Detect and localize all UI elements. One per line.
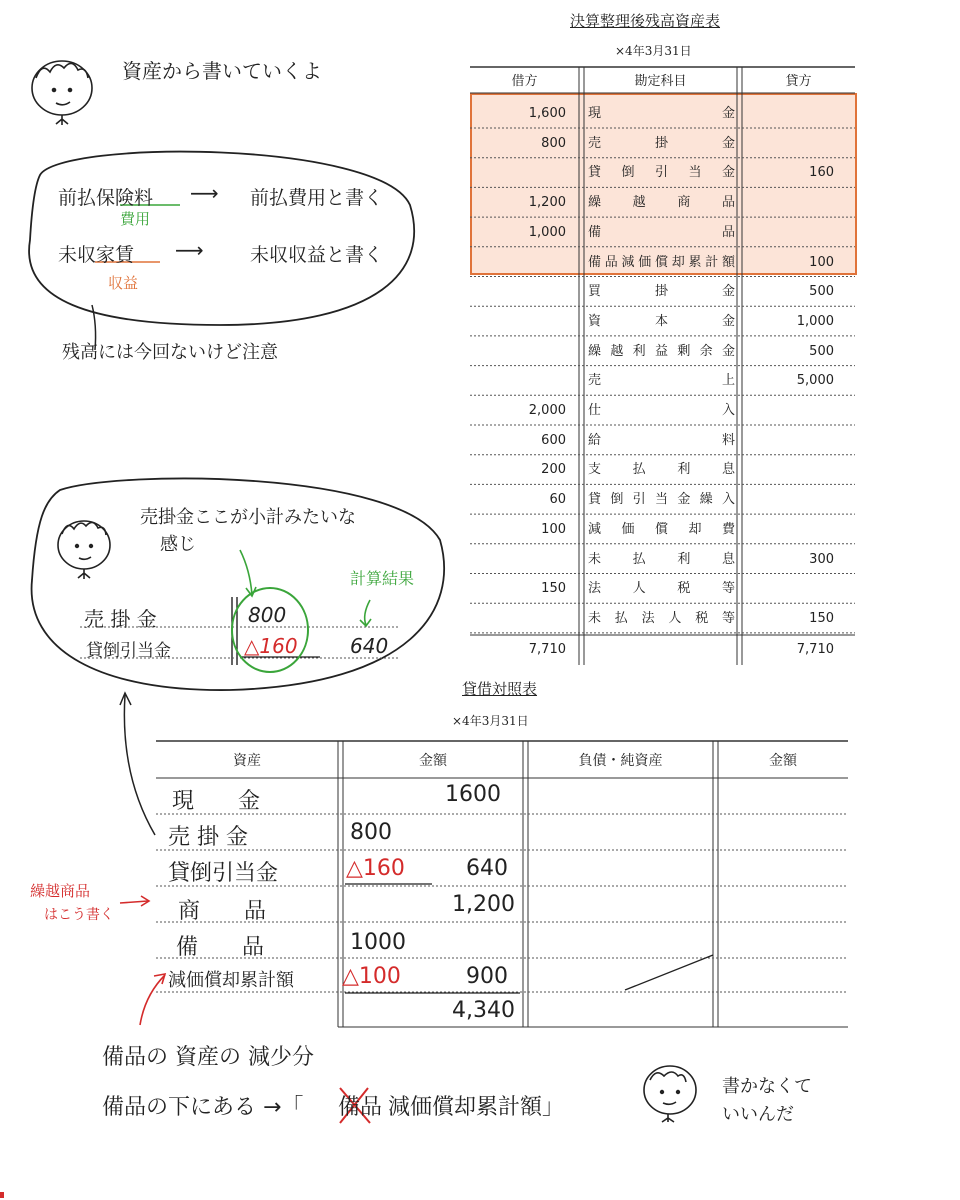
bottom-note-1: 備品の 資産の 減少分 [102,1045,314,1070]
b2-row1-name: 売 掛 金 [84,607,157,631]
row-account: 繰越商品 [588,195,735,211]
bs-row-name: 現 金 [172,789,261,814]
row-credit: 1,000 [796,313,834,329]
header-account: 勘定科目 [634,74,687,89]
row-account: 備 品 [588,224,735,240]
calc-result-label: 計算結果 [350,569,415,588]
row-credit: 500 [809,284,834,300]
bottom-note-2a: 備品の下にある →「 [102,1095,304,1120]
header-debit: 借方 [511,74,538,89]
bubble2-line1: 売掛金ここが小計みたいな [140,507,356,528]
bs-row-sub: 1000 [350,930,406,955]
bubble1-line2-a: 未収家賃 [58,244,135,266]
row-account: 減価償却費 [588,521,735,537]
row-debit: 200 [541,462,566,478]
speech-bubble-1 [29,152,414,325]
row-account: 繰越利益剰余金 [588,343,735,359]
bubble1-line1-a: 前払保険料 [58,187,154,209]
bubble1-line2-sub: 収益 [108,274,139,292]
row-debit: 1,600 [528,106,566,121]
bs-total: 4,340 [452,998,515,1023]
balance-sheet-date: ×4年3月31日 [452,714,529,728]
face-icon [58,521,110,579]
bottom-note-2c: 減価償却累計額」 [388,1095,565,1120]
bubble1-line1-b: 前払費用と書く [250,187,384,209]
bs-row-sub: △100 [342,964,401,989]
bs-row-name: 貸倒引当金 [168,861,279,886]
note-caution: 残高には今回ないけど注意 [62,342,278,363]
red-note-1: 繰越商品 [30,882,91,900]
row-credit: 5,000 [796,373,834,389]
row-debit: 2,000 [528,403,566,418]
row-debit: 1,000 [528,224,566,240]
note-top: 資産から書いていくよ [122,59,322,83]
row-account: 資 本 金 [588,313,735,329]
row-account: 仕 入 [588,403,735,418]
bs-row-amount: 1,200 [452,892,515,917]
row-credit: 500 [809,343,834,359]
bs-row-sub: 800 [350,820,392,845]
row-account: 未払法人税等 [588,610,735,626]
row-debit: 600 [541,432,566,448]
bs-row-name: 売 掛 金 [168,825,248,850]
bs-header-assets: 資産 [233,753,261,769]
row-credit: 160 [809,165,834,181]
face-icon [32,61,92,125]
bs-header-amount-2: 金額 [769,753,797,769]
b2-row2-val: △160 [244,634,298,658]
bubble1-line2-arrow: ⟶ [175,238,204,262]
bs-header-liabilities: 負債・純資産 [578,753,663,769]
bubble1-line1-arrow: ⟶ [190,181,219,205]
row-debit: 60 [549,492,566,508]
green-circle [232,588,308,672]
b2-row2-res: 640 [350,634,389,658]
row-debit: 800 [541,135,566,151]
bottom-side-1: 書かなくて [722,1076,812,1097]
trial-balance-title: 決算整理後残高資産表 [570,12,721,30]
bubble1-line1-sub: 費用 [120,210,151,228]
row-account: 備品減価償却累計額 [588,254,735,270]
total-debit: 7,710 [528,642,566,657]
bs-row-amount: 900 [466,964,508,989]
bs-row-sub: △160 [346,856,405,881]
total-credit: 7,710 [796,642,834,657]
bottom-note-2b: 備品 [338,1095,383,1120]
bubble2-line2: 感じ [160,534,196,555]
bs-header-amount-1: 金額 [419,753,447,769]
b2-row1-val: 800 [248,603,287,627]
row-account: 貸倒引当金 [588,165,735,181]
row-account: 現 金 [588,106,735,121]
bubble1-line2-b: 未収収益と書く [250,244,384,266]
b2-row2-name: 貸倒引当金 [86,641,171,661]
header-credit: 貸方 [785,74,812,89]
row-credit: 100 [809,254,834,270]
balance-sheet-title: 貸借対照表 [462,680,538,698]
row-account: 給 料 [588,432,735,448]
bs-row-name: 減価償却累計額 [168,970,294,991]
row-credit: 150 [809,610,834,626]
row-debit: 150 [541,581,566,597]
bs-row-name: 備 品 [176,935,265,960]
row-debit: 100 [541,521,566,537]
row-credit: 300 [809,551,834,567]
row-account: 未払利息 [588,551,735,567]
row-account: 買 掛 金 [588,284,735,300]
bs-row-amount: 640 [466,856,508,881]
row-debit: 1,200 [528,195,566,211]
bottom-side-2: いいんだ [722,1104,794,1125]
bs-row-name: 商 品 [178,899,267,924]
trial-balance-date: ×4年3月31日 [615,44,692,58]
face-icon [644,1066,696,1122]
row-account: 法人税等 [588,581,735,597]
row-account: 売 掛 金 [588,135,735,151]
red-note-2: はこう書く [44,907,114,923]
bs-row-amount: 1600 [445,782,501,807]
row-account: 貸倒引当金繰入 [588,492,735,508]
row-account: 売 上 [588,373,735,389]
row-account: 支払利息 [588,462,735,478]
